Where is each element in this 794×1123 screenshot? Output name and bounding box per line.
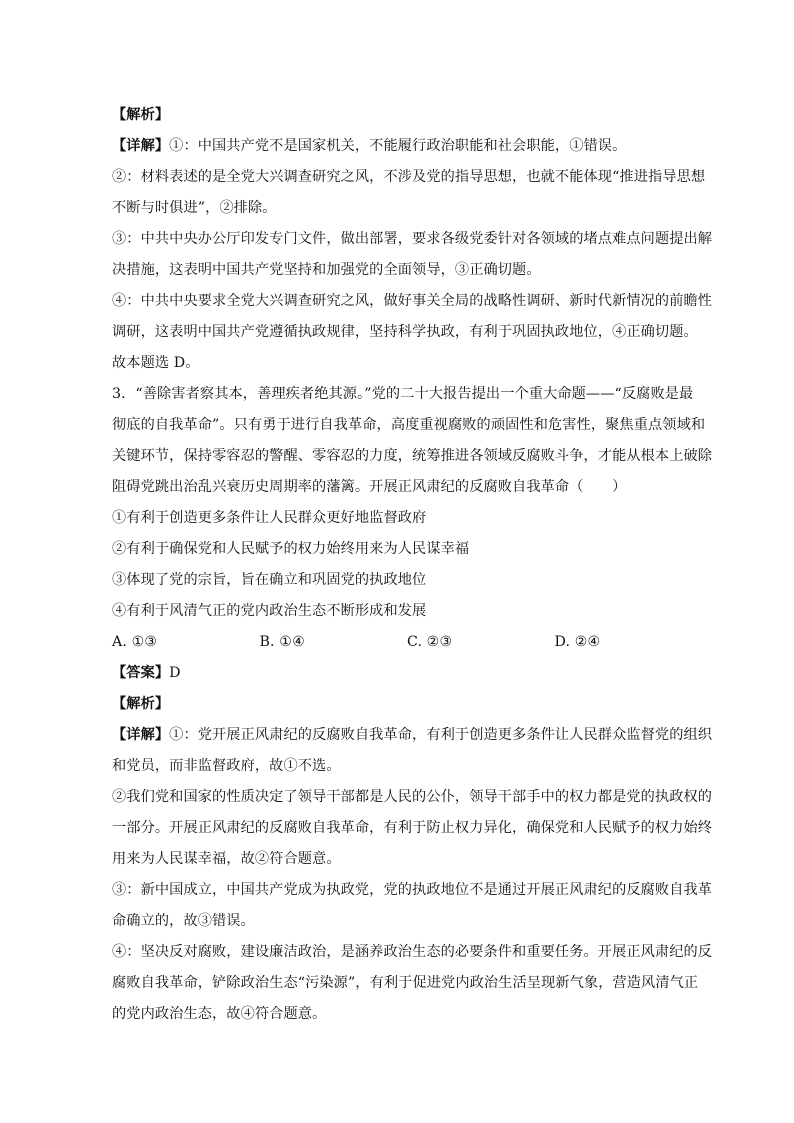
explanation-2-line-2: 一部分。开展正风肃纪的反腐败自我革命，有利于防止权力异化，确保党和人民赋予的权力始终 [112,820,713,836]
answer-value: D [169,665,181,681]
analysis-heading-2: 【解析】 [112,696,170,712]
explanation-4-line-2: 腐败自我革命，铲除政治生态“污染源”，有利于促进党内政治生活呈现新气象，营造风清气正 [112,975,699,991]
explanation-3-line-1: ③：新中国成立，中国共产党成为执政党，党的执政地位不是通过开展正风肃纪的反腐败自我革 [112,882,713,898]
question-3-line-4: 阻碍党跳出治乱兴衰历史周期率的藩篱。开展正风肃纪的反腐败自我革命（ ） [112,479,627,495]
statement-2: ②有利于确保党和人民赋予的权力始终用来为人民谋幸福 [112,541,470,557]
paragraph-3-line-1: ③：中共中央办公厅印发专门文件，做出部署，要求各级党委针对各领域的堵点难点问题提出解 [112,231,713,247]
explanation-4-line-1: ④：坚决反对腐败，建设廉洁政治，是涵养政治生态的必要条件和重要任务。开展正风肃纪的反 [112,944,713,960]
paragraph-3-line-2: 决措施，这表明中国共产党坚持和加强党的全面领导，③正确切题。 [112,262,541,278]
conclusion-line: 故本题选 D。 [112,355,200,371]
question-3-line-1: 3．“善除害者察其本，善理疾者绝其源。”党的二十大报告提出一个重大命题——“反腐败是最 [112,386,694,402]
paragraph-4-line-2: 调研，这表明中国共产党遵循执政规律，坚持科学执政，有利于巩固执政地位，④正确切题。 [112,324,698,340]
explanation-1-line-2: 和党员，而非监督政府，故①不选。 [112,758,341,774]
paragraph-2-line-2: 不断与时俱进”，②排除。 [112,200,277,216]
question-3-line-2: 彻底的自我革命”。只有勇于进行自我革命，高度重视腐败的顽固性和危害性，聚焦重点领域和 [112,417,706,433]
statement-3: ③体现了党的宗旨，旨在确立和巩固党的执政地位 [112,572,427,588]
detail-paragraph-1: 【详解】①：中国共产党不是国家机关，不能履行政治职能和社会职能，①错误。 [112,138,627,154]
option-c: C. ②③ [407,634,453,650]
explanation-4-line-3: 的党内政治生态，故④符合题意。 [112,1006,327,1022]
answer-options [112,627,702,658]
explanation-2-line-3: 用来为人民谋幸福，故②符合题意。 [112,851,341,867]
explanation-2-line-1: ②我们党和国家的性质决定了领导干部都是人民的公仆，领导干部手中的权力都是党的执政权的 [112,789,713,805]
explanation-3-line-2: 命确立的，故③错误。 [112,913,255,929]
analysis-heading: 【解析】 [112,107,170,123]
statement-4: ④有利于风清气正的党内政治生态不断形成和发展 [112,603,427,619]
option-a: A. ①③ [112,634,158,650]
option-d: D. ②④ [554,634,601,650]
option-b: B. ①④ [259,634,305,650]
question-3-line-3: 关键环节，保持零容忍的警醒、零容忍的力度，统筹推进各领域反腐败斗争，才能从根本上破除 [112,448,713,464]
paragraph-2-line-1: ②：材料表述的是全党大兴调查研究之风，不涉及党的指导思想，也就不能体现“推进指导思想 [112,169,706,185]
document-body [112,100,713,1030]
answer-line: 【答案】D [112,665,181,681]
explanation-1-line-1: 【详解】①：党开展正风肃纪的反腐败自我革命，有利于创造更多条件让人民群众监督党的组织 [112,727,713,743]
statement-1: ①有利于创造更多条件让人民群众更好地监督政府 [112,510,427,526]
paragraph-4-line-1: ④：中共中央要求全党大兴调查研究之风，做好事关全局的战略性调研、新时代新情况的前瞻性 [112,293,713,309]
